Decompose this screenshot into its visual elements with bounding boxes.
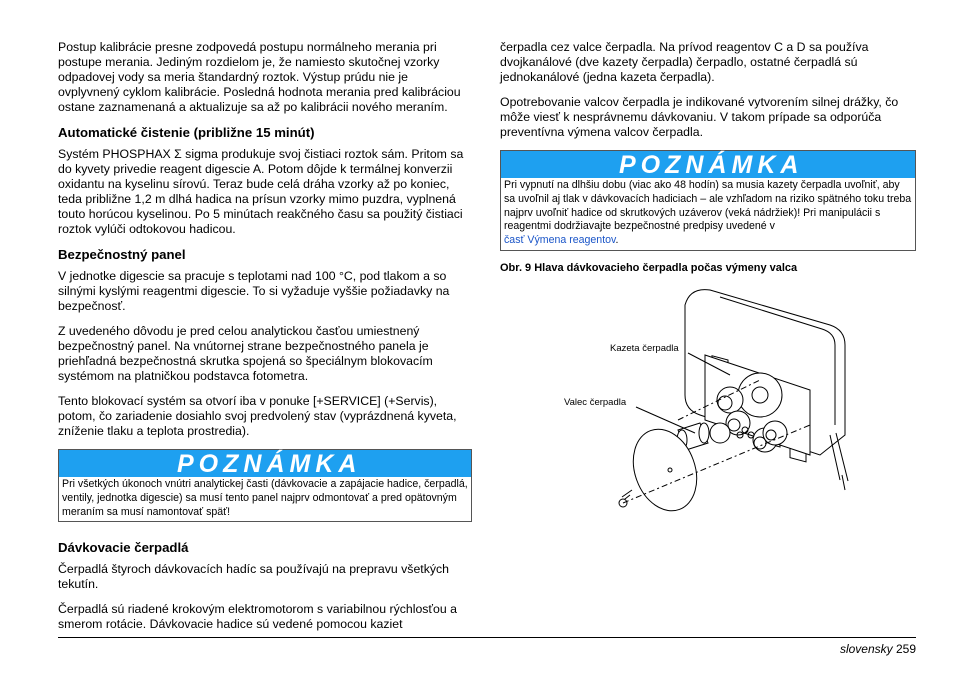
left-column: [58, 40, 472, 642]
figure-caption: Obr. 9 Hlava dávkovacieho čerpadla počas výmeny valca: [500, 261, 798, 274]
right-paragraph-1: čerpadla cez valce čerpadla. Na prívod reagentov C a D sa používa dvojkanálové (dve kazety čerpadla) čerpadlo, ostatné čerpadlá sú jednokanálové (jedna kazeta čerpadla).: [500, 40, 869, 84]
safety-heading: Bezpečnostný panel: [58, 247, 186, 262]
note-text: Pri všetkých úkonoch vnútri analytickej časti (dávkovacie a zapájacie hadice, čerpadlá, ventily, jednotka digescie) sa musí tento panel najprv odmontovať a pred opätovným meraním sa musí namontovať späť!: [62, 478, 468, 518]
cleaning-heading: Automatické čistenie (približne 15 minút): [58, 125, 315, 140]
safety-paragraph-1: V jednotke digescie sa pracuje s teplotami nad 100 °C, pod tlakom a so silnými kyslými reagentmi digescie. To si vyžaduje vyššie požiadavky na bezpečnosť.: [58, 269, 450, 313]
note-text-end: .: [615, 234, 619, 247]
pumps-paragraph-1: Čerpadlá štyroch dávkovacích hadíc sa používajú na prepravu všetkých tekutín.: [58, 562, 449, 592]
pump-head-figure: [560, 285, 860, 525]
page-footer: [840, 642, 916, 656]
note-box-left: [58, 449, 472, 522]
safety-paragraph-3: Tento blokovací systém sa otvorí iba v ponuke [+SERVICE] (+Servis), potom, čo zariadenie dosiahlo svoj predvolený stav (vyprázdnená kyveta, zníženie tlaku a teplota prostredia).: [58, 394, 457, 438]
note-title: POZNÁMKA: [501, 151, 915, 178]
label-pump-roller: Valec čerpadla: [564, 397, 627, 408]
note-box-right: [500, 150, 916, 251]
pumps-heading: Dávkovacie čerpadlá: [58, 540, 189, 556]
page-number: 259: [895, 642, 916, 656]
cleaning-paragraph: Systém PHOSPHAX Σ sigma produkuje svoj čistiaci roztok sám. Pritom sa do kyvety privedie reagent digescie A. Potom dôjde k termálnej konverzii oxidantu na kyselinu sírovú. Teraz bude celá dráha vzorky až po koniec, teda približne 1,2 m dlhá hadica na prísun vzorky mimo puzdra, vyplnená touto horúcou kyselinou. Po 5 minútach reakčného času sa použitý čistiaci roztok vylúči odtokovou hadicou.: [58, 147, 464, 236]
footer-language: slovensky: [839, 642, 893, 656]
safety-paragraph-2: Z uvedeného dôvodu je pred celou analytickou časťou umiestnený bezpečnostný panel. Na vnútornej strane bezpečnostného panela je priehľadná bezpečnostná skrutka spojená so špeciálnym blokovacím systémom na platničkou podstavca fotometra.: [58, 324, 433, 383]
pumps-paragraph-2: Čerpadlá sú riadené krokovým elektromotorom s variabilnou rýchlosťou a smerom rotácie. Dávkovacie hadice sú vedené pomocou kaziet: [58, 602, 457, 632]
footer-divider: [58, 637, 916, 638]
note-text: [501, 178, 915, 250]
right-paragraph-2: Opotrebovanie valcov čerpadla je indikované vytvorením silnej drážky, čo môže viesť k nesprávnemu dávkovaniu. V takom prípade sa odporúča preventívna výmena valcov čerpadla.: [500, 95, 899, 139]
note-text-main: Pri vypnutí na dlhšiu dobu (viac ako 48 hodín) sa musia kazety čerpadla uvoľniť, aby sa uvoľnil aj tlak v dávkovacích hadiciach – ale vzhľadom na riziko spätného toku treba najprv uvoľniť hadice od skrutkových uzáverov (veká nádržiek)! Pri manipulácii s reagentmi dodržiavajte bezpečnostné predpisy uvedené v: [504, 179, 912, 233]
note-link[interactable]: časť Výmena reagentov: [504, 234, 616, 247]
intro-paragraph: Postup kalibrácie presne zodpovedá postupu normálneho merania pri postupe merania. Jediným rozdielom je, že namiesto skutočnej vzorky odpadovej vody sa meria štandardný roztok. Výstup prúdu nie je ovplyvnený cyklom kalibrácie. Posledná hodnota merania pred kalibráciou ostane zaznamenaná a aktualizuje sa až po kalibrácii nového meraním.: [58, 40, 461, 114]
note-title: POZNÁMKA: [59, 450, 471, 477]
right-column: [500, 40, 916, 275]
label-pump-cassette: Kazeta čerpadla: [610, 343, 679, 354]
